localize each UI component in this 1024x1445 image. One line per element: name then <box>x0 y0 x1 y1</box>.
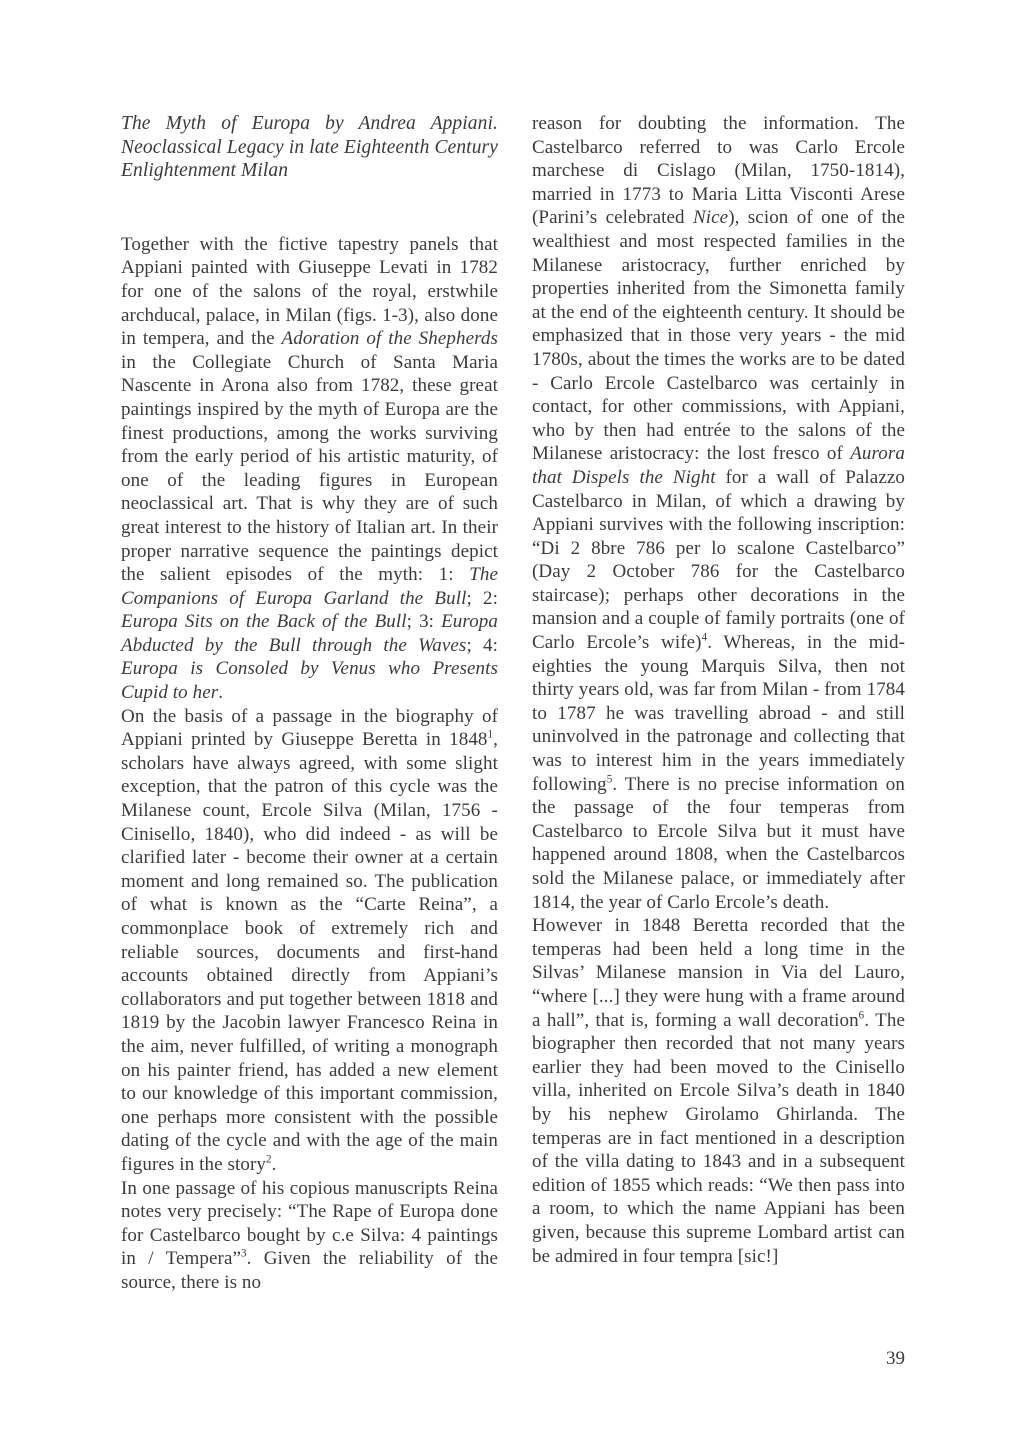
paragraph: On the basis of a passage in the biography of Appiani printed by Giuseppe Beretta in 1848$^1$, scholars have always agreed, with some slight exception, that the patron of this cycle was the Milanese count, Ercole Silva (Milan, 1756 - Cinisello, 1840), who did indeed - as will be clarified later - become their owner at a certain moment and long remained so. The publication of what is known as the “Carte Reina”, a commonplace book of extremely rich and reliable sources, documents and first-hand accounts obtained directly from Appiani’s collaborators and put together between 1818 and 1819 by the Jacobin lawyer Francesco Reina in the aim, never fulfilled, of writing a monograph on his painter friend, has added a new element to our knowledge of this important commission, one perhaps more consistent with the possible dating of the cycle and with the age of the main figures in the story$^2$. <box>121 705 498 1175</box>
paragraph: However in 1848 Beretta recorded that the temperas had been held a long time in the Silvas’ Milanese mansion in Via del Lauro, “where [...] they were hung with a frame around a hall”, that is, forming a wall decoration$^6$. The biographer then recorded that not many years earlier they had been moved to the Cinisello villa, inherited on Ercole Silva’s death in 1840 by his nephew Girolamo Ghirlanda. The temperas are in fact mentioned in a description of the villa dating to 1843 and in a subsequent edition of 1855 which reads: “We then pass into a room, to which the name Appiani has been given, because this supreme Lombard artist can be admired in four tempra [sic!] <box>532 915 905 1267</box>
paragraph: reason for doubting the information. The Castelbarco referred to was Carlo Ercole marchese di Cislago (Milan, 1750-1814), married in 1773 to Maria Litta Visconti Arese (Parini’s celebrated Nice), scion of one of the wealthiest and most respected families in the Milanese aristocracy, further enriched by properties inherited from the Simonetta family at the end of the eighteenth century. It should be emphasized that in those very years - the mid 1780s, about the times the works are to be dated - Carlo Ercole Castelbarco was certainly in contact, for other commissions, with Appiani, who by then had entrée to the salons of the Milanese aristocracy: the lost fresco of Aurora that Dispels the Night for a wall of Palazzo Castelbarco in Milan, of which a drawing by Appiani survives with the following inscription: “Di 2 8bre 786 per lo scalone Castelbarco” (Day 2 October 786 for the Castelbarco staircase); perhaps other decorations in the mansion and a couple of family portraits (one of Carlo Ercole’s wife)$^4$. Whereas, in the mid-eighties the young Marquis Silva, then not thirty years old, was far from Milan - from 1784 to 1787 he was travelling abroad - and still uninvolved in the patronage and collecting that was to interest him in the years immediately following$^5$. There is no precise information on the passage of the four temperas from Castelbarco to Ercole Silva but it must have happened around 1808, when the Castelbarcos sold the Milanese palace, or immediately after 1814, the year of Carlo Ercole’s death. <box>532 113 906 913</box>
right-column <box>532 112 905 1268</box>
left-column <box>121 112 498 1295</box>
paragraph: In one passage of his copious manuscripts Reina notes very precisely: “The Rape of Europa done for Castelbarco bought by c.e Silva: 4 paintings in / Tempera”$^3$. Given the reliability of the source, there is no <box>121 1177 498 1293</box>
page-number: 39 <box>886 1348 905 1369</box>
paragraph: Together with the fictive tapestry panels that Appiani painted with Giuseppe Levati in 1782 for one of the salons of the royal, erstwhile archducal, palace, in Milan (figs. 1-3), also done in tempera, and the Adoration of the Shepherds in the Collegiate Church of Santa Maria Nascente in Arona also from 1782, these great paintings inspired by the myth of Europa are the finest productions, among the works surviving from the early period of his artistic maturity, of one of the leading figures in European neoclassical art. That is why they are of such great interest to the history of Italian art. In their proper narrative sequence the paintings depict the salient episodes of the myth: 1: The Companions of Europa Garland the Bull; 2: Europa Sits on the Back of the Bull; 3: Europa Abducted by the Bull through the Waves; 4: Europa is Consoled by Venus who Presents Cupid to her. <box>121 233 498 704</box>
article-title: The Myth of Europa by Andrea Appiani. Neoclassical Legacy in late Eighteenth Century Enlightenment Milan <box>121 113 498 182</box>
